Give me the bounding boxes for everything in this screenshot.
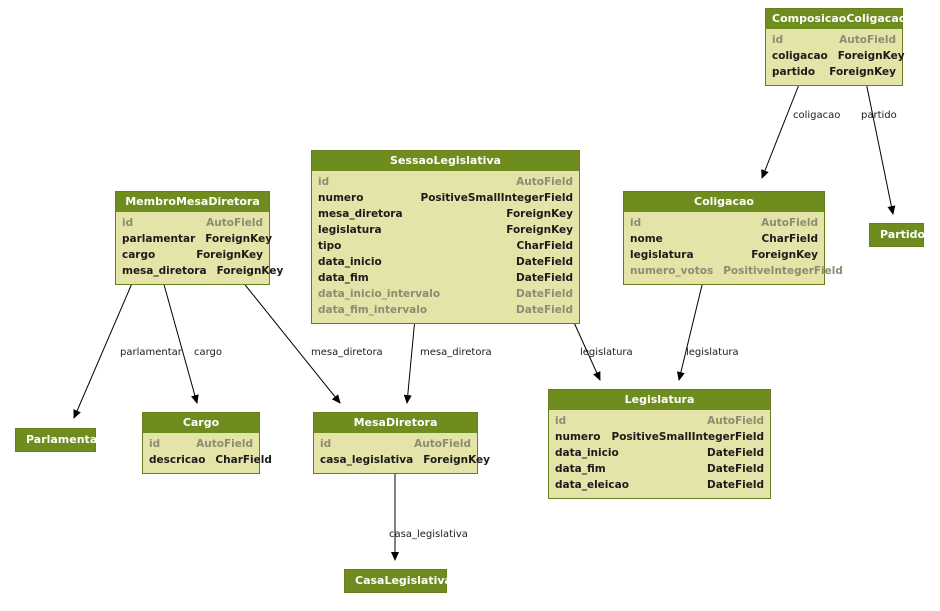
entity-fields xyxy=(116,212,284,284)
field-type: AutoField xyxy=(414,438,471,450)
relationship-edge xyxy=(866,82,893,214)
entity-field-row xyxy=(555,445,764,461)
entity-title: CasaLegislativa xyxy=(345,570,446,592)
entity-field-row xyxy=(318,302,573,318)
field-name: numero_votos xyxy=(630,265,714,277)
entity-title: Cargo xyxy=(143,413,259,433)
field-name: data_inicio xyxy=(555,447,619,459)
field-name: data_fim_intervalo xyxy=(318,304,428,316)
field-type: DateField xyxy=(707,479,764,491)
field-type: AutoField xyxy=(707,415,764,427)
field-name: tipo xyxy=(318,240,342,252)
entity-field-row xyxy=(772,64,896,80)
entity-fields xyxy=(314,433,490,473)
edge-label: legislatura xyxy=(580,347,633,358)
field-type: AutoField xyxy=(196,438,253,450)
entity-field-row xyxy=(555,413,764,429)
entity-field-row xyxy=(555,477,764,493)
entity-field-row xyxy=(122,247,263,263)
entity-field-row xyxy=(149,436,253,452)
entity-field-row xyxy=(630,231,818,247)
field-type: PositiveSmallIntegerField xyxy=(420,192,573,204)
field-name: id xyxy=(772,34,784,46)
edge-label: casa_legislativa xyxy=(389,529,468,540)
entity-title: Partido xyxy=(870,224,923,246)
entity-composicaocoligacao[interactable] xyxy=(765,8,907,86)
entity-field-row xyxy=(318,222,573,238)
entity-field-row xyxy=(630,247,818,263)
field-name: numero xyxy=(318,192,364,204)
entity-title: SessaoLegislativa xyxy=(312,151,579,171)
relationship-edge xyxy=(762,82,800,178)
relationship-edge xyxy=(407,318,415,403)
edge-label: legislatura xyxy=(686,347,739,358)
edge-label: coligacao xyxy=(793,110,841,121)
field-name: numero xyxy=(555,431,601,443)
entity-field-row xyxy=(772,48,905,64)
entity-field-row xyxy=(318,270,573,286)
entity-mesadiretora[interactable] xyxy=(313,412,490,474)
entity-field-row xyxy=(555,461,764,477)
relationship-edge xyxy=(163,281,197,403)
entity-field-row xyxy=(320,452,490,468)
field-type: CharField xyxy=(516,240,573,252)
entity-field-row xyxy=(630,215,818,231)
entity-partido[interactable] xyxy=(869,223,924,247)
field-name: data_eleicao xyxy=(555,479,629,491)
entity-fields xyxy=(312,171,579,323)
field-name: id xyxy=(555,415,567,427)
entity-field-row xyxy=(318,206,573,222)
entity-title: MesaDiretora xyxy=(314,413,477,433)
field-name: cargo xyxy=(122,249,156,261)
field-type: ForeignKey xyxy=(423,454,490,466)
field-name: id xyxy=(318,176,330,188)
field-name: id xyxy=(149,438,161,450)
entity-title: Legislatura xyxy=(549,390,770,410)
field-type: ForeignKey xyxy=(196,249,263,261)
entity-title: MembroMesaDiretora xyxy=(116,192,269,212)
field-type: CharField xyxy=(215,454,272,466)
field-type: AutoField xyxy=(761,217,818,229)
field-name: mesa_diretora xyxy=(122,265,207,277)
field-type: AutoField xyxy=(839,34,896,46)
entity-membromesadiretora[interactable] xyxy=(115,191,284,285)
entity-casalegislativa[interactable] xyxy=(344,569,452,593)
entity-field-row xyxy=(318,286,573,302)
field-type: DateField xyxy=(516,304,573,316)
entity-title: Coligacao xyxy=(624,192,824,212)
entity-field-row xyxy=(122,263,284,279)
entity-field-row xyxy=(122,215,263,231)
field-name: nome xyxy=(630,233,663,245)
entity-fields xyxy=(624,212,843,284)
field-type: DateField xyxy=(516,288,573,300)
entity-legislatura[interactable] xyxy=(548,389,771,499)
entity-fields xyxy=(549,410,770,498)
field-name: partido xyxy=(772,66,816,78)
field-name: casa_legislativa xyxy=(320,454,414,466)
field-name: data_inicio_intervalo xyxy=(318,288,441,300)
edge-label: mesa_diretora xyxy=(311,347,383,358)
edge-label: parlamentar xyxy=(120,347,182,358)
entity-title: ComposicaoColigacao xyxy=(766,9,902,29)
field-type: DateField xyxy=(707,463,764,475)
field-name: legislatura xyxy=(630,249,694,261)
field-type: CharField xyxy=(761,233,818,245)
entity-field-row xyxy=(320,436,471,452)
field-type: ForeignKey xyxy=(837,50,905,62)
field-type: AutoField xyxy=(516,176,573,188)
field-name: legislatura xyxy=(318,224,382,236)
entity-field-row xyxy=(318,238,573,254)
entity-field-row xyxy=(318,254,573,270)
entity-field-row xyxy=(149,452,272,468)
field-name: data_fim xyxy=(555,463,606,475)
field-type: ForeignKey xyxy=(506,224,573,236)
edge-label: mesa_diretora xyxy=(420,347,492,358)
entity-title: Parlamentar xyxy=(16,429,95,451)
entity-field-row xyxy=(772,32,896,48)
field-type: DateField xyxy=(516,272,573,284)
field-type: ForeignKey xyxy=(829,66,896,78)
field-name: data_fim xyxy=(318,272,369,284)
field-type: AutoField xyxy=(206,217,263,229)
field-name: coligacao xyxy=(772,50,828,62)
field-type: PositiveSmallIntegerField xyxy=(611,431,764,443)
entity-field-row xyxy=(122,231,273,247)
field-type: DateField xyxy=(707,447,764,459)
field-type: ForeignKey xyxy=(751,249,818,261)
entity-cargo[interactable] xyxy=(142,412,272,474)
field-type: DateField xyxy=(516,256,573,268)
field-type: ForeignKey xyxy=(506,208,573,220)
field-name: parlamentar xyxy=(122,233,196,245)
entity-field-row xyxy=(630,263,843,279)
field-name: mesa_diretora xyxy=(318,208,403,220)
field-name: id xyxy=(320,438,332,450)
entity-fields xyxy=(143,433,272,473)
entity-field-row xyxy=(318,190,573,206)
field-name: data_inicio xyxy=(318,256,382,268)
entity-field-row xyxy=(318,174,573,190)
field-name: id xyxy=(630,217,642,229)
entity-field-row xyxy=(555,429,764,445)
entity-coligacao[interactable] xyxy=(623,191,843,285)
field-type: ForeignKey xyxy=(205,233,273,245)
entity-parlamentar[interactable] xyxy=(15,428,103,452)
field-name: id xyxy=(122,217,134,229)
edge-label: cargo xyxy=(194,347,223,358)
entity-sessaolegislativa[interactable] xyxy=(311,150,580,324)
entity-fields xyxy=(766,29,905,85)
field-name: descricao xyxy=(149,454,206,466)
relationship-edge xyxy=(679,281,703,380)
field-type: ForeignKey xyxy=(216,265,284,277)
edge-label: partido xyxy=(861,110,897,121)
field-type: PositiveIntegerField xyxy=(723,265,843,277)
